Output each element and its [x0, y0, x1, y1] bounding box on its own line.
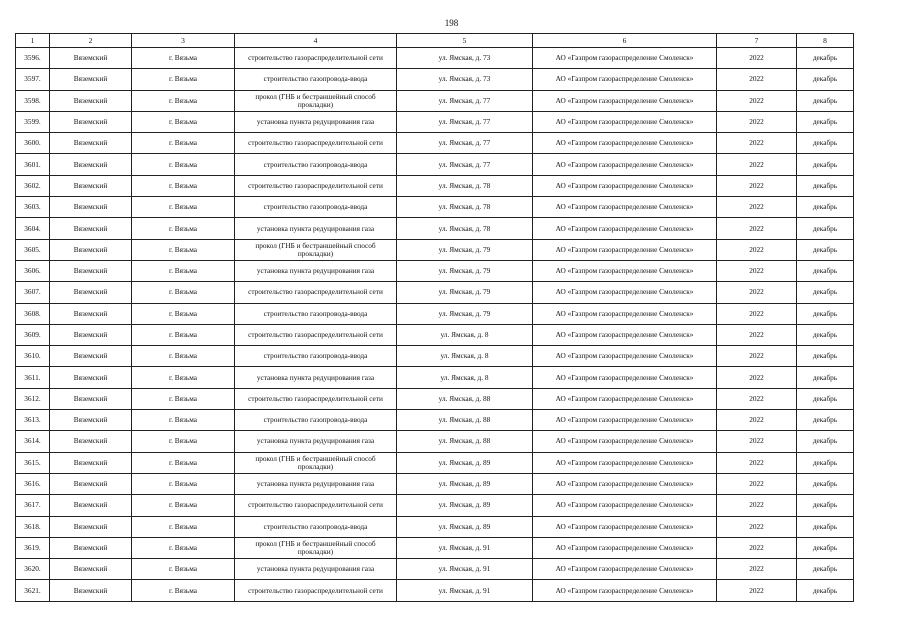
month-cell: декабрь: [797, 154, 854, 175]
address-cell: ул. Ямская, д. 88: [397, 431, 533, 452]
month-cell: декабрь: [797, 239, 854, 260]
district-cell: Вяземский: [50, 580, 132, 601]
column-header: 8: [797, 34, 854, 48]
column-header: 5: [397, 34, 533, 48]
page-number: 198: [444, 18, 459, 28]
column-header: 4: [235, 34, 397, 48]
year-cell: 2022: [717, 516, 797, 537]
month-cell: декабрь: [797, 260, 854, 281]
table-row: [16, 133, 854, 154]
year-cell: 2022: [717, 452, 797, 473]
table-row: [16, 431, 854, 452]
year-cell: 2022: [717, 133, 797, 154]
organization-cell: АО «Газпром газораспределение Смоленск»: [533, 218, 717, 239]
month-cell: декабрь: [797, 111, 854, 132]
month-cell: декабрь: [797, 175, 854, 196]
row-number-cell: 3620.: [16, 559, 50, 580]
table-row: [16, 90, 854, 111]
table-row: [16, 197, 854, 218]
address-cell: ул. Ямская, д. 79: [397, 282, 533, 303]
locality-cell: г. Вязьма: [132, 111, 235, 132]
work-type-cell: прокол (ГНБ и бестраншейный способ прокладки): [235, 452, 397, 473]
locality-cell: г. Вязьма: [132, 218, 235, 239]
locality-cell: г. Вязьма: [132, 431, 235, 452]
year-cell: 2022: [717, 90, 797, 111]
year-cell: 2022: [717, 239, 797, 260]
year-cell: 2022: [717, 197, 797, 218]
district-cell: Вяземский: [50, 90, 132, 111]
work-type-cell: строительство газопровода-ввода: [235, 69, 397, 90]
district-cell: Вяземский: [50, 69, 132, 90]
locality-cell: г. Вязьма: [132, 154, 235, 175]
address-cell: ул. Ямская, д. 88: [397, 410, 533, 431]
row-number-cell: 3600.: [16, 133, 50, 154]
work-type-cell: строительство газопровода-ввода: [235, 516, 397, 537]
year-cell: 2022: [717, 260, 797, 281]
address-cell: ул. Ямская, д. 89: [397, 452, 533, 473]
work-type-cell: строительство газопровода-ввода: [235, 303, 397, 324]
work-type-cell: установка пункта редуцирования газа: [235, 111, 397, 132]
row-number-cell: 3619.: [16, 537, 50, 558]
month-cell: декабрь: [797, 48, 854, 69]
year-cell: 2022: [717, 367, 797, 388]
year-cell: 2022: [717, 495, 797, 516]
address-cell: ул. Ямская, д. 73: [397, 69, 533, 90]
work-type-cell: установка пункта редуцирования газа: [235, 473, 397, 494]
organization-cell: АО «Газпром газораспределение Смоленск»: [533, 111, 717, 132]
work-type-cell: прокол (ГНБ и бестраншейный способ прокладки): [235, 239, 397, 260]
organization-cell: АО «Газпром газораспределение Смоленск»: [533, 175, 717, 196]
table-row: [16, 154, 854, 175]
address-cell: ул. Ямская, д. 78: [397, 218, 533, 239]
address-cell: ул. Ямская, д. 77: [397, 111, 533, 132]
month-cell: декабрь: [797, 495, 854, 516]
organization-cell: АО «Газпром газораспределение Смоленск»: [533, 537, 717, 558]
table-row: [16, 537, 854, 558]
column-header: 2: [50, 34, 132, 48]
month-cell: декабрь: [797, 197, 854, 218]
row-number-cell: 3605.: [16, 239, 50, 260]
locality-cell: г. Вязьма: [132, 495, 235, 516]
work-type-cell: строительство газораспределительной сети: [235, 282, 397, 303]
row-number-cell: 3603.: [16, 197, 50, 218]
locality-cell: г. Вязьма: [132, 324, 235, 345]
work-type-cell: строительство газораспределительной сети: [235, 388, 397, 409]
year-cell: 2022: [717, 559, 797, 580]
table-row: [16, 367, 854, 388]
district-cell: Вяземский: [50, 111, 132, 132]
year-cell: 2022: [717, 410, 797, 431]
locality-cell: г. Вязьма: [132, 69, 235, 90]
table-row: [16, 516, 854, 537]
row-number-cell: 3604.: [16, 218, 50, 239]
year-cell: 2022: [717, 218, 797, 239]
row-number-cell: 3612.: [16, 388, 50, 409]
year-cell: 2022: [717, 282, 797, 303]
column-header: 3: [132, 34, 235, 48]
organization-cell: АО «Газпром газораспределение Смоленск»: [533, 90, 717, 111]
district-cell: Вяземский: [50, 473, 132, 494]
address-cell: ул. Ямская, д. 91: [397, 537, 533, 558]
month-cell: декабрь: [797, 69, 854, 90]
locality-cell: г. Вязьма: [132, 473, 235, 494]
month-cell: декабрь: [797, 282, 854, 303]
district-cell: Вяземский: [50, 260, 132, 281]
district-cell: Вяземский: [50, 154, 132, 175]
row-number-cell: 3614.: [16, 431, 50, 452]
district-cell: Вяземский: [50, 239, 132, 260]
district-cell: Вяземский: [50, 516, 132, 537]
address-cell: ул. Ямская, д. 8: [397, 346, 533, 367]
address-cell: ул. Ямская, д. 91: [397, 580, 533, 601]
year-cell: 2022: [717, 473, 797, 494]
work-type-cell: строительство газораспределительной сети: [235, 175, 397, 196]
organization-cell: АО «Газпром газораспределение Смоленск»: [533, 410, 717, 431]
row-number-cell: 3617.: [16, 495, 50, 516]
month-cell: декабрь: [797, 559, 854, 580]
table-row: [16, 69, 854, 90]
locality-cell: г. Вязьма: [132, 260, 235, 281]
year-cell: 2022: [717, 175, 797, 196]
address-cell: ул. Ямская, д. 88: [397, 388, 533, 409]
row-number-cell: 3621.: [16, 580, 50, 601]
year-cell: 2022: [717, 431, 797, 452]
column-header: 7: [717, 34, 797, 48]
table-row: [16, 48, 854, 69]
organization-cell: АО «Газпром газораспределение Смоленск»: [533, 580, 717, 601]
table-row: [16, 559, 854, 580]
locality-cell: г. Вязьма: [132, 90, 235, 111]
locality-cell: г. Вязьма: [132, 516, 235, 537]
header-row: [16, 34, 854, 48]
year-cell: 2022: [717, 69, 797, 90]
row-number-cell: 3599.: [16, 111, 50, 132]
locality-cell: г. Вязьма: [132, 239, 235, 260]
work-type-cell: установка пункта редуцирования газа: [235, 559, 397, 580]
work-type-cell: строительство газопровода-ввода: [235, 346, 397, 367]
address-cell: ул. Ямская, д. 73: [397, 48, 533, 69]
row-number-cell: 3606.: [16, 260, 50, 281]
month-cell: декабрь: [797, 516, 854, 537]
work-type-cell: строительство газораспределительной сети: [235, 133, 397, 154]
table-row: [16, 324, 854, 345]
row-number-cell: 3613.: [16, 410, 50, 431]
year-cell: 2022: [717, 388, 797, 409]
row-number-cell: 3616.: [16, 473, 50, 494]
locality-cell: г. Вязьма: [132, 367, 235, 388]
district-cell: Вяземский: [50, 346, 132, 367]
month-cell: декабрь: [797, 324, 854, 345]
table-row: [16, 410, 854, 431]
row-number-cell: 3609.: [16, 324, 50, 345]
table-row: [16, 303, 854, 324]
organization-cell: АО «Газпром газораспределение Смоленск»: [533, 133, 717, 154]
work-type-cell: установка пункта редуцирования газа: [235, 431, 397, 452]
address-cell: ул. Ямская, д. 79: [397, 239, 533, 260]
work-type-cell: установка пункта редуцирования газа: [235, 218, 397, 239]
locality-cell: г. Вязьма: [132, 48, 235, 69]
work-type-cell: строительство газопровода-ввода: [235, 197, 397, 218]
month-cell: декабрь: [797, 473, 854, 494]
work-type-cell: прокол (ГНБ и бестраншейный способ прокладки): [235, 90, 397, 111]
district-cell: Вяземский: [50, 324, 132, 345]
district-cell: Вяземский: [50, 495, 132, 516]
address-cell: ул. Ямская, д. 91: [397, 559, 533, 580]
year-cell: 2022: [717, 537, 797, 558]
locality-cell: г. Вязьма: [132, 346, 235, 367]
organization-cell: АО «Газпром газораспределение Смоленск»: [533, 346, 717, 367]
district-cell: Вяземский: [50, 452, 132, 473]
row-number-cell: 3610.: [16, 346, 50, 367]
table-row: [16, 388, 854, 409]
organization-cell: АО «Газпром газораспределение Смоленск»: [533, 282, 717, 303]
month-cell: декабрь: [797, 218, 854, 239]
month-cell: декабрь: [797, 388, 854, 409]
table-row: [16, 218, 854, 239]
month-cell: декабрь: [797, 133, 854, 154]
work-type-cell: строительство газораспределительной сети: [235, 580, 397, 601]
month-cell: декабрь: [797, 90, 854, 111]
month-cell: декабрь: [797, 452, 854, 473]
organization-cell: АО «Газпром газораспределение Смоленск»: [533, 239, 717, 260]
row-number-cell: 3607.: [16, 282, 50, 303]
address-cell: ул. Ямская, д. 78: [397, 197, 533, 218]
table-row: [16, 346, 854, 367]
row-number-cell: 3615.: [16, 452, 50, 473]
address-cell: ул. Ямская, д. 8: [397, 367, 533, 388]
row-number-cell: 3611.: [16, 367, 50, 388]
work-type-cell: строительство газопровода-ввода: [235, 154, 397, 175]
work-type-cell: установка пункта редуцирования газа: [235, 260, 397, 281]
row-number-cell: 3608.: [16, 303, 50, 324]
locality-cell: г. Вязьма: [132, 580, 235, 601]
row-number-cell: 3618.: [16, 516, 50, 537]
organization-cell: АО «Газпром газораспределение Смоленск»: [533, 367, 717, 388]
address-cell: ул. Ямская, д. 77: [397, 154, 533, 175]
district-cell: Вяземский: [50, 559, 132, 580]
row-number-cell: 3598.: [16, 90, 50, 111]
locality-cell: г. Вязьма: [132, 452, 235, 473]
locality-cell: г. Вязьма: [132, 303, 235, 324]
district-cell: Вяземский: [50, 282, 132, 303]
table-row: [16, 282, 854, 303]
locality-cell: г. Вязьма: [132, 282, 235, 303]
table-row: [16, 473, 854, 494]
address-cell: ул. Ямская, д. 79: [397, 303, 533, 324]
work-type-cell: строительство газопровода-ввода: [235, 410, 397, 431]
locality-cell: г. Вязьма: [132, 410, 235, 431]
organization-cell: АО «Газпром газораспределение Смоленск»: [533, 452, 717, 473]
organization-cell: АО «Газпром газораспределение Смоленск»: [533, 431, 717, 452]
locality-cell: г. Вязьма: [132, 133, 235, 154]
month-cell: декабрь: [797, 431, 854, 452]
row-number-cell: 3597.: [16, 69, 50, 90]
month-cell: декабрь: [797, 346, 854, 367]
year-cell: 2022: [717, 580, 797, 601]
locality-cell: г. Вязьма: [132, 175, 235, 196]
address-cell: ул. Ямская, д. 78: [397, 175, 533, 196]
row-number-cell: 3601.: [16, 154, 50, 175]
work-type-cell: прокол (ГНБ и бестраншейный способ прокладки): [235, 537, 397, 558]
year-cell: 2022: [717, 324, 797, 345]
year-cell: 2022: [717, 48, 797, 69]
year-cell: 2022: [717, 111, 797, 132]
table-row: [16, 239, 854, 260]
address-cell: ул. Ямская, д. 89: [397, 516, 533, 537]
district-cell: Вяземский: [50, 367, 132, 388]
table-row: [16, 580, 854, 601]
table-row: [16, 111, 854, 132]
organization-cell: АО «Газпром газораспределение Смоленск»: [533, 197, 717, 218]
locality-cell: г. Вязьма: [132, 388, 235, 409]
address-cell: ул. Ямская, д. 77: [397, 133, 533, 154]
organization-cell: АО «Газпром газораспределение Смоленск»: [533, 260, 717, 281]
row-number-cell: 3602.: [16, 175, 50, 196]
table-row: [16, 452, 854, 473]
organization-cell: АО «Газпром газораспределение Смоленск»: [533, 559, 717, 580]
district-cell: Вяземский: [50, 48, 132, 69]
row-number-cell: 3596.: [16, 48, 50, 69]
district-cell: Вяземский: [50, 537, 132, 558]
year-cell: 2022: [717, 303, 797, 324]
district-cell: Вяземский: [50, 410, 132, 431]
work-type-cell: строительство газораспределительной сети: [235, 495, 397, 516]
organization-cell: АО «Газпром газораспределение Смоленск»: [533, 324, 717, 345]
organization-cell: АО «Газпром газораспределение Смоленск»: [533, 516, 717, 537]
month-cell: декабрь: [797, 580, 854, 601]
organization-cell: АО «Газпром газораспределение Смоленск»: [533, 388, 717, 409]
district-cell: Вяземский: [50, 218, 132, 239]
table-body: [16, 48, 854, 602]
organization-cell: АО «Газпром газораспределение Смоленск»: [533, 48, 717, 69]
table-row: [16, 260, 854, 281]
organization-cell: АО «Газпром газораспределение Смоленск»: [533, 495, 717, 516]
work-type-cell: установка пункта редуцирования газа: [235, 367, 397, 388]
address-cell: ул. Ямская, д. 79: [397, 260, 533, 281]
locality-cell: г. Вязьма: [132, 537, 235, 558]
organization-cell: АО «Газпром газораспределение Смоленск»: [533, 303, 717, 324]
district-cell: Вяземский: [50, 431, 132, 452]
column-header: 1: [16, 34, 50, 48]
organization-cell: АО «Газпром газораспределение Смоленск»: [533, 69, 717, 90]
month-cell: декабрь: [797, 410, 854, 431]
locality-cell: г. Вязьма: [132, 559, 235, 580]
table-row: [16, 495, 854, 516]
table-row: [16, 175, 854, 196]
data-table: [15, 33, 854, 602]
year-cell: 2022: [717, 154, 797, 175]
year-cell: 2022: [717, 346, 797, 367]
district-cell: Вяземский: [50, 388, 132, 409]
work-type-cell: строительство газораспределительной сети: [235, 324, 397, 345]
column-header: 6: [533, 34, 717, 48]
district-cell: Вяземский: [50, 175, 132, 196]
address-cell: ул. Ямская, д. 89: [397, 495, 533, 516]
district-cell: Вяземский: [50, 133, 132, 154]
district-cell: Вяземский: [50, 303, 132, 324]
month-cell: декабрь: [797, 367, 854, 388]
address-cell: ул. Ямская, д. 77: [397, 90, 533, 111]
month-cell: декабрь: [797, 303, 854, 324]
organization-cell: АО «Газпром газораспределение Смоленск»: [533, 154, 717, 175]
address-cell: ул. Ямская, д. 89: [397, 473, 533, 494]
locality-cell: г. Вязьма: [132, 197, 235, 218]
work-type-cell: строительство газораспределительной сети: [235, 48, 397, 69]
month-cell: декабрь: [797, 537, 854, 558]
district-cell: Вяземский: [50, 197, 132, 218]
organization-cell: АО «Газпром газораспределение Смоленск»: [533, 473, 717, 494]
address-cell: ул. Ямская, д. 8: [397, 324, 533, 345]
